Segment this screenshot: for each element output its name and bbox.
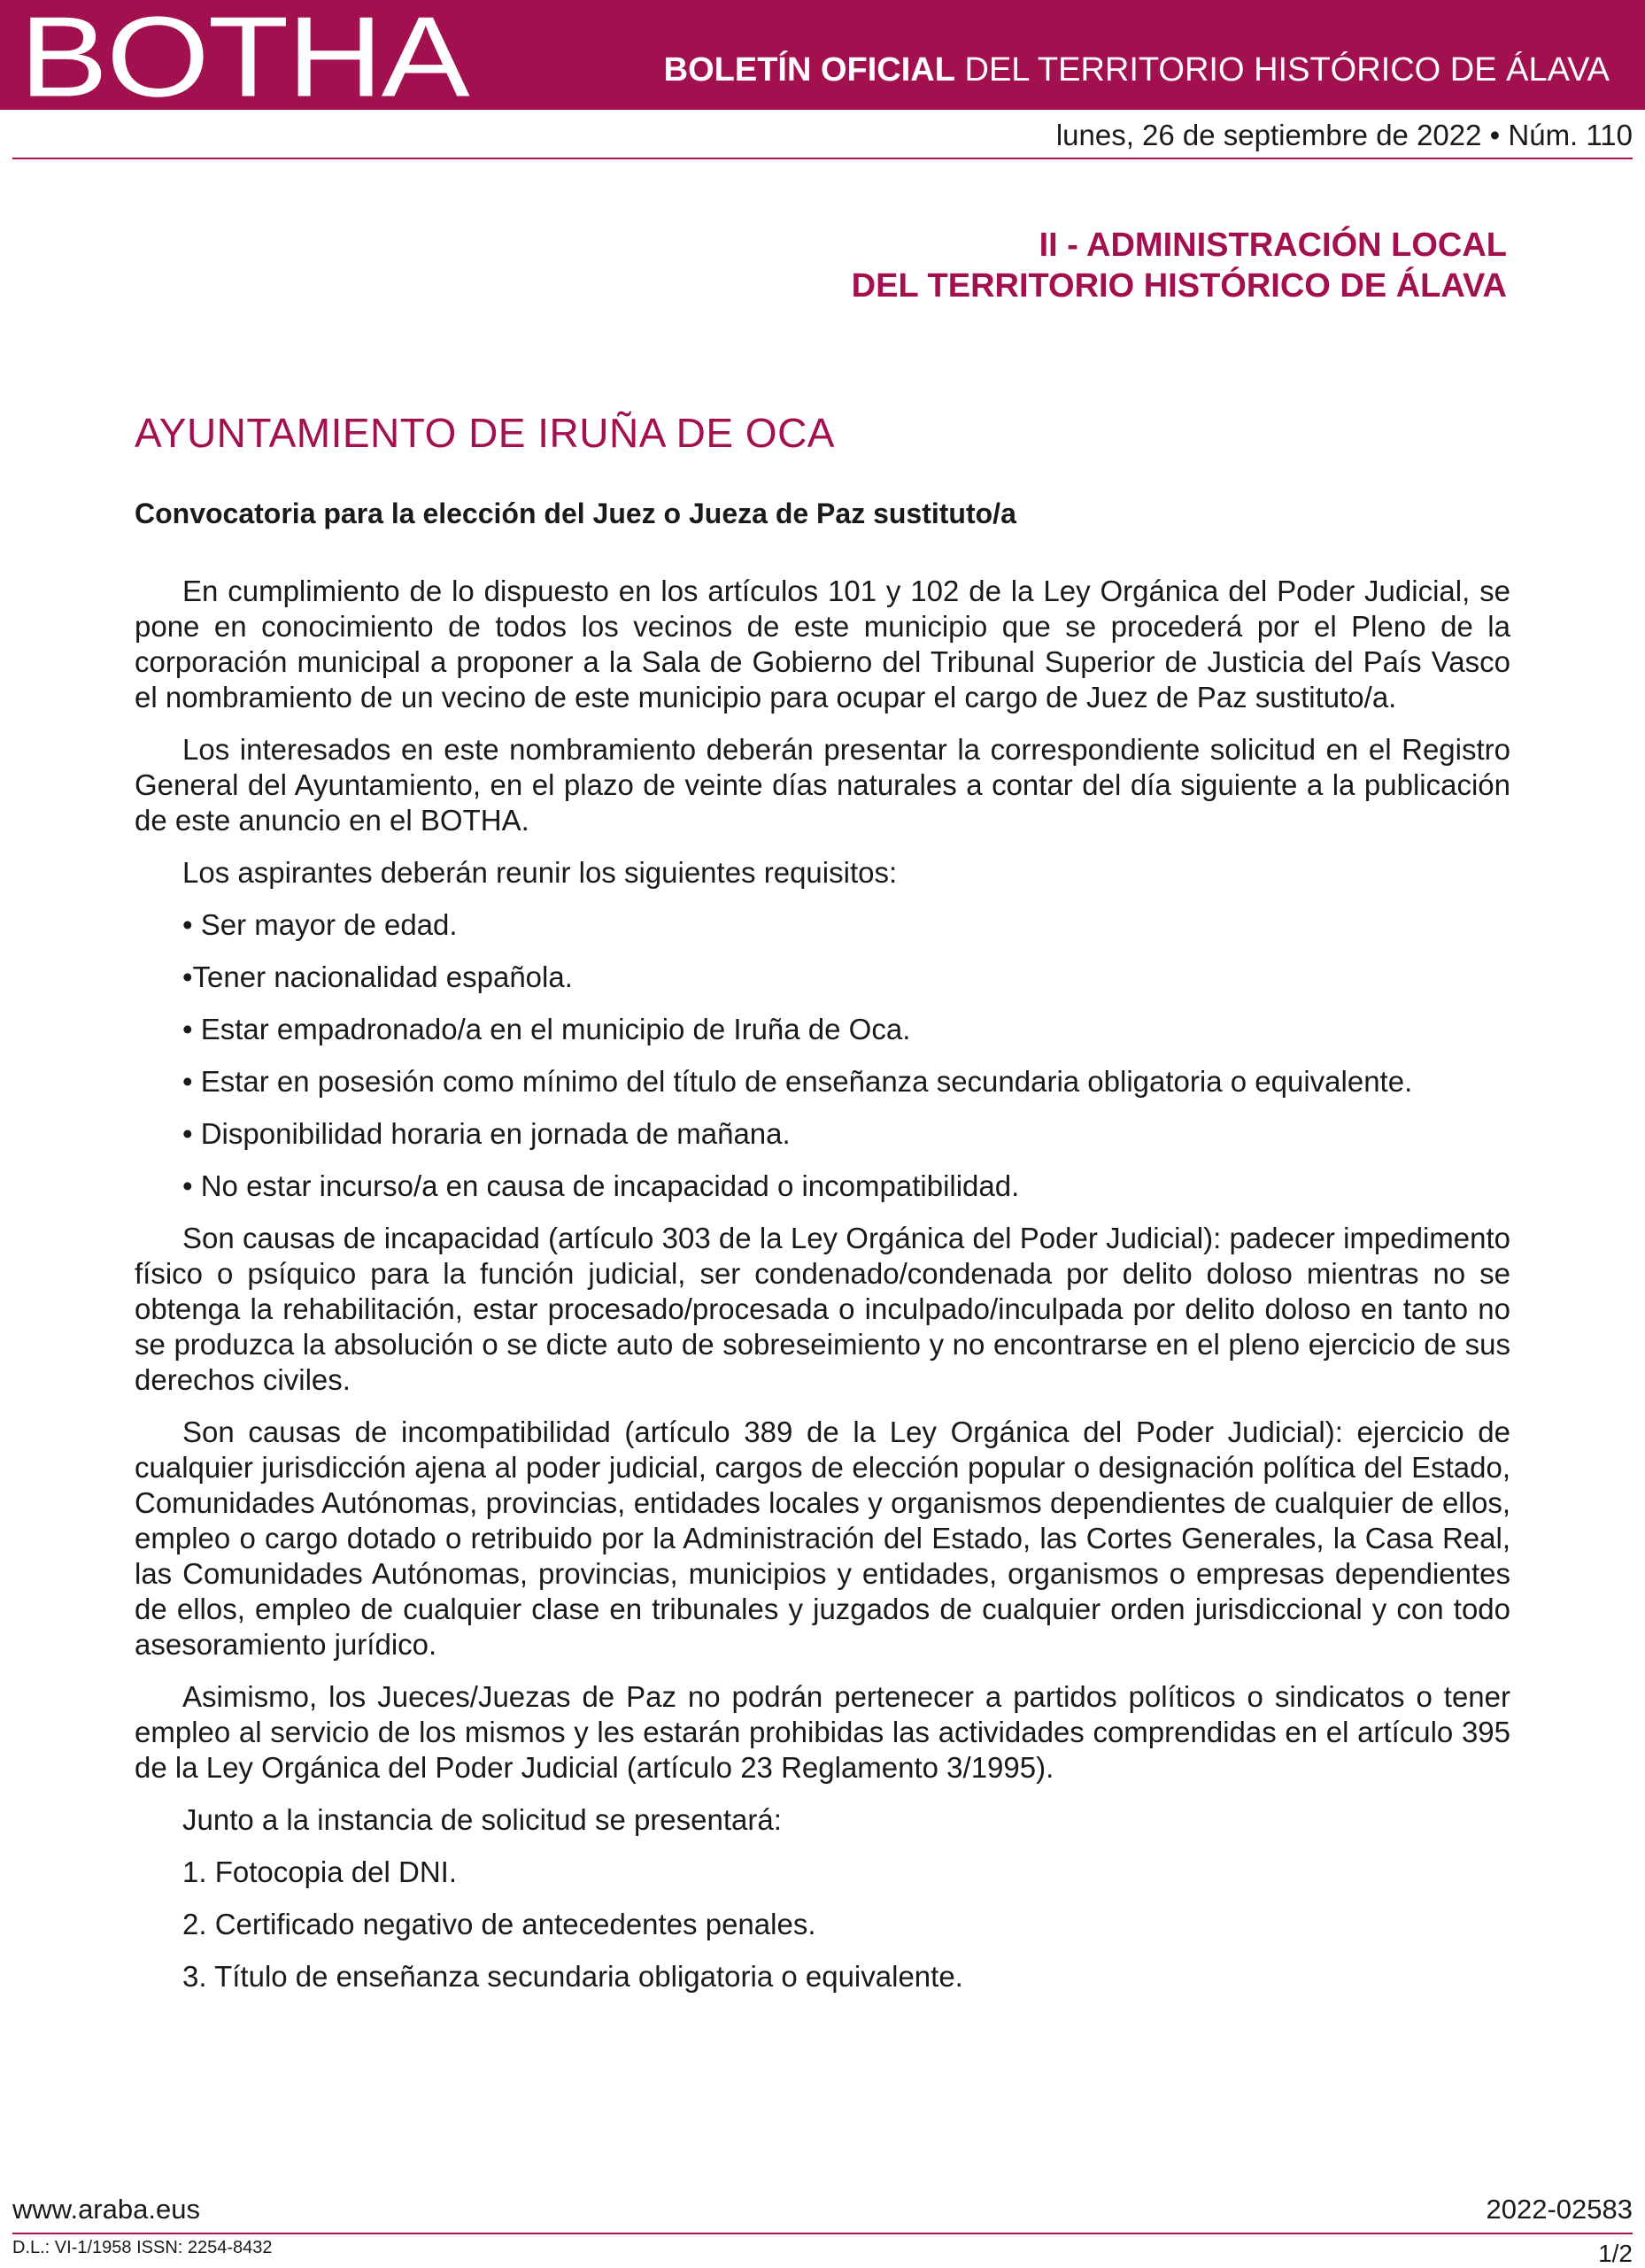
section-title (852, 225, 1507, 306)
section-title-line1: II - ADMINISTRACIÓN LOCAL (1039, 227, 1507, 264)
paragraph: Los aspirantes deberán reunir los siguientes requisitos: (182, 856, 898, 889)
paragraph: Los interesados en este nombramiento deberán presentar la correspondiente solicitud en el Registro General del Ayuntamiento, en el plazo de veinte días naturales a contar del día siguiente a la publicación de este anuncio en el BOTHA. (135, 733, 1510, 837)
requirement-item: • Estar en posesión como mínimo del título de enseñanza secundaria obligatoria o equivalente. (182, 1065, 1413, 1098)
botha-logo: BOTHA (19, 0, 468, 120)
footer-reference-number: 2022-02583 (1486, 2194, 1633, 2225)
footer-website-link[interactable]: www.araba.eus (12, 2194, 200, 2225)
footer-legal-deposit: D.L.: VI-1/1958 ISSN: 2254-8432 (12, 2238, 273, 2257)
page-number: 1/2 (1598, 2240, 1633, 2267)
paragraph: En cumplimiento de lo dispuesto en los artículos 101 y 102 de la Ley Orgánica del Poder Judicial, se pone en conocimiento de todos los vecinos de este municipio que se procederá por el Pleno de la corporación municipal a proponer a la Sala de Gobierno del Tribunal Superior de Justicia del País Vasco el nombramiento de un vecino de este municipio para ocupar el cargo de Juez de Paz sustituto/a. (135, 575, 1510, 714)
header-divider (12, 158, 1633, 159)
masthead-banner (0, 0, 1645, 120)
announcement-body (135, 574, 1510, 2011)
publication-name-bold: BOLETÍN OFICIAL (663, 51, 955, 89)
publication-name (664, 51, 1610, 89)
document-subtitle: Convocatoria para la elección del Juez o Jueza de Paz sustituto/a (135, 498, 1016, 529)
section-title-line2: DEL TERRITORIO HISTÓRICO DE ÁLAVA (851, 267, 1507, 305)
requirement-item: • Disponibilidad horaria en jornada de mañana. (182, 1117, 791, 1150)
document-list-item: 3. Título de enseñanza secundaria obligatoria o equivalente. (182, 1960, 963, 1993)
document-list-item: 1. Fotocopia del DNI. (182, 1855, 457, 1888)
paragraph: Son causas de incompatibilidad (artículo 389 de la Ley Orgánica del Poder Judicial): ejercicio de cualquier jurisdicción ajena al poder judicial, cargos de elección popular o designación política del Estado, Comunidades Autónomas, provincias, entidades locales y organismos dependientes de cualquier de ellos, empleo o cargo dotado o retribuido por la Administración del Estado, las Cortes Generales, la Casa Real, las Comunidades Autónomas, provincias, municipios y entidades, organismos o empresas dependientes de ellos, empleo de cualquier clase en tribunales y juzgados de cualquier orden jurisdiccional y con todo asesoramiento jurídico. (135, 1416, 1510, 1661)
document-list-item: 2. Certificado negativo de antecedentes penales. (182, 1908, 816, 1940)
paragraph: Son causas de incapacidad (artículo 303 de la Ley Orgánica del Poder Judicial): padecer impedimento físico o psíquico para la función judicial, ser condenado/condenada por delito doloso mientras no se obtenga la rehabilitación, estar procesado/procesada o inculpado/inculpada por delito doloso en tanto no se produzca la absolución o se dicte auto de sobreseimiento y no encontrarse en el pleno ejercicio de sus derechos civiles. (135, 1222, 1510, 1396)
publication-name-rest: DEL TERRITORIO HISTÓRICO DE ÁLAVA (954, 51, 1610, 89)
organization-title: AYUNTAMIENTO DE IRUÑA DE OCA (135, 410, 835, 456)
footer-divider (12, 2233, 1633, 2234)
requirement-item: • No estar incurso/a en causa de incapacidad o incompatibilidad. (182, 1169, 1020, 1202)
requirement-item: • Ser mayor de edad. (182, 908, 458, 941)
requirement-item: • Estar empadronado/a en el municipio de Iruña de Oca. (182, 1013, 911, 1045)
paragraph: Junto a la instancia de solicitud se presentará: (182, 1803, 782, 1836)
requirement-item: •Tener nacionalidad española. (182, 960, 573, 993)
paragraph: Asimismo, los Jueces/Juezas de Paz no podrán pertenecer a partidos políticos o sindicatos o tener empleo al servicio de los mismos y les estarán prohibidas las actividades comprendidas en el artículo 395 de la Ley Orgánica del Poder Judicial (artículo 23 Reglamento 3/1995). (135, 1680, 1510, 1784)
issue-date-number: lunes, 26 de septiembre de 2022 • Núm. 110 (1055, 119, 1633, 151)
